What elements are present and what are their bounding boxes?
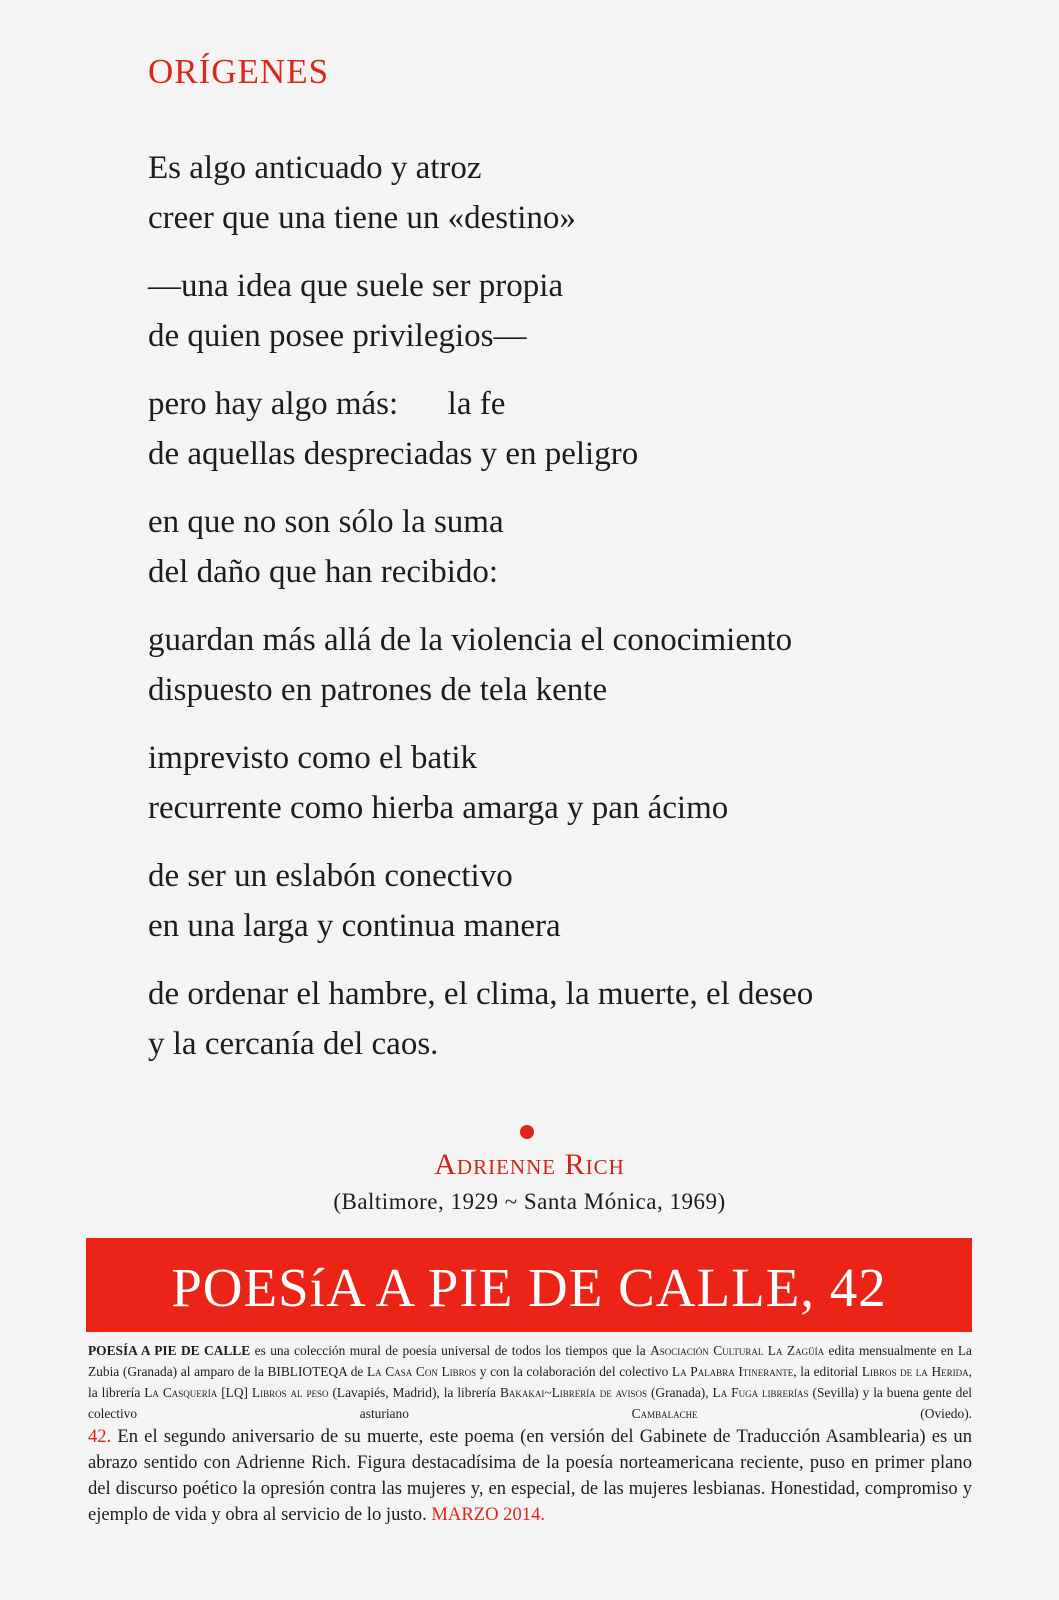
collective-name: La Palabra Itinerante bbox=[671, 1364, 794, 1379]
stanza bbox=[148, 379, 1008, 479]
colophon-span: es una colección mural de poesía universal de todos los tiempos que la bbox=[250, 1343, 651, 1358]
poem-line: imprevisto como el batik bbox=[148, 740, 478, 776]
note-date: MARZO 2014. bbox=[431, 1504, 546, 1525]
note-number: 42. bbox=[88, 1426, 112, 1447]
collective-name: Cambalache bbox=[631, 1406, 698, 1421]
publisher-name: Libros de la Herida bbox=[861, 1364, 969, 1379]
library-name: La Casa Con Libros bbox=[366, 1364, 477, 1379]
colophon-span: , la editorial bbox=[793, 1364, 862, 1379]
colophon-text bbox=[88, 1340, 972, 1424]
stanza bbox=[148, 143, 1008, 243]
bookshop-name: La Fuga librerías bbox=[712, 1385, 809, 1400]
series-name: POESÍA A PIE DE CALLE bbox=[88, 1343, 251, 1358]
bookshop-name: La Casquería [LQ] Libros al peso bbox=[144, 1385, 329, 1400]
note-body: En el segundo aniversario de su muerte, este poema (en versión del Gabinete de Traducción Asamblearia) es un abrazo sentido con Adrienne Rich. Figura destacadísima de la poesía norteamericana reciente, puso en primer plano del discurso poético la opresión contra las mujeres y, en especial, de las mujeres lesbianas. Honestidad, compromiso y ejemplo de vida y obra al servicio de lo justo. bbox=[88, 1426, 972, 1525]
association-name: Asociación Cultural La Zagüía bbox=[650, 1343, 825, 1358]
series-banner: POESíA A PIE DE CALLE, 42 bbox=[86, 1238, 972, 1332]
stanza bbox=[148, 851, 1008, 951]
poem-line: recurrente como hierba amarga y pan ácimo bbox=[148, 790, 729, 826]
stanza bbox=[148, 261, 1008, 361]
poem-line: dispuesto en patrones de tela kente bbox=[148, 672, 608, 708]
poem-line: —una idea que suele ser propia bbox=[148, 268, 564, 304]
author-name: Adrienne Rich bbox=[434, 1148, 625, 1181]
poem-line: en que no son sólo la suma bbox=[148, 504, 504, 540]
note-text bbox=[88, 1424, 972, 1528]
poem-line: de ordenar el hambre, el clima, la muerte, el deseo bbox=[148, 976, 814, 1012]
stanza bbox=[148, 969, 1008, 1069]
colophon-span: , la librería bbox=[88, 1364, 972, 1400]
colophon-span: (Sevilla) y la buena gente del colectivo asturiano bbox=[88, 1385, 973, 1421]
colophon bbox=[88, 1340, 972, 1528]
poem-line: del daño que han recibido: bbox=[148, 554, 499, 590]
colophon-span: (Oviedo). bbox=[697, 1406, 972, 1421]
colophon-span: (Lavapiés, Madrid), la librería bbox=[328, 1385, 500, 1400]
stanza bbox=[148, 615, 1008, 715]
poem-line: de quien posee privilegios— bbox=[148, 318, 527, 354]
poem-line: guardan más allá de la violencia el conocimiento bbox=[148, 622, 793, 658]
bullet-dot-icon bbox=[520, 1125, 534, 1139]
colophon-span: (Granada), bbox=[647, 1385, 713, 1400]
colophon-span: y con la colaboración del colectivo bbox=[476, 1364, 672, 1379]
colophon-span: edita mensualmente en La Zubia (Granada) al amparo de la BIBLIOTEQA de bbox=[88, 1343, 972, 1379]
poem-line: creer que una tiene un «destino» bbox=[148, 200, 576, 236]
poem-line: Es algo anticuado y atroz bbox=[148, 150, 482, 186]
stanza bbox=[148, 733, 1008, 833]
poem-line: y la cercanía del caos. bbox=[148, 1026, 439, 1062]
poem-title: ORÍGENES bbox=[148, 52, 330, 91]
poem-line: pero hay algo más: la fe bbox=[148, 386, 506, 422]
bookshop-name: Bakakai~Librería de avisos bbox=[499, 1385, 648, 1400]
poem-line: de ser un eslabón conectivo bbox=[148, 858, 513, 894]
poem-line: de aquellas despreciadas y en peligro bbox=[148, 436, 639, 472]
stanza bbox=[148, 497, 1008, 597]
poem-body bbox=[148, 143, 1008, 1087]
author-dates: (Baltimore, 1929 ~ Santa Mónica, 1969) bbox=[333, 1189, 726, 1214]
poem-line: en una larga y continua manera bbox=[148, 908, 561, 944]
